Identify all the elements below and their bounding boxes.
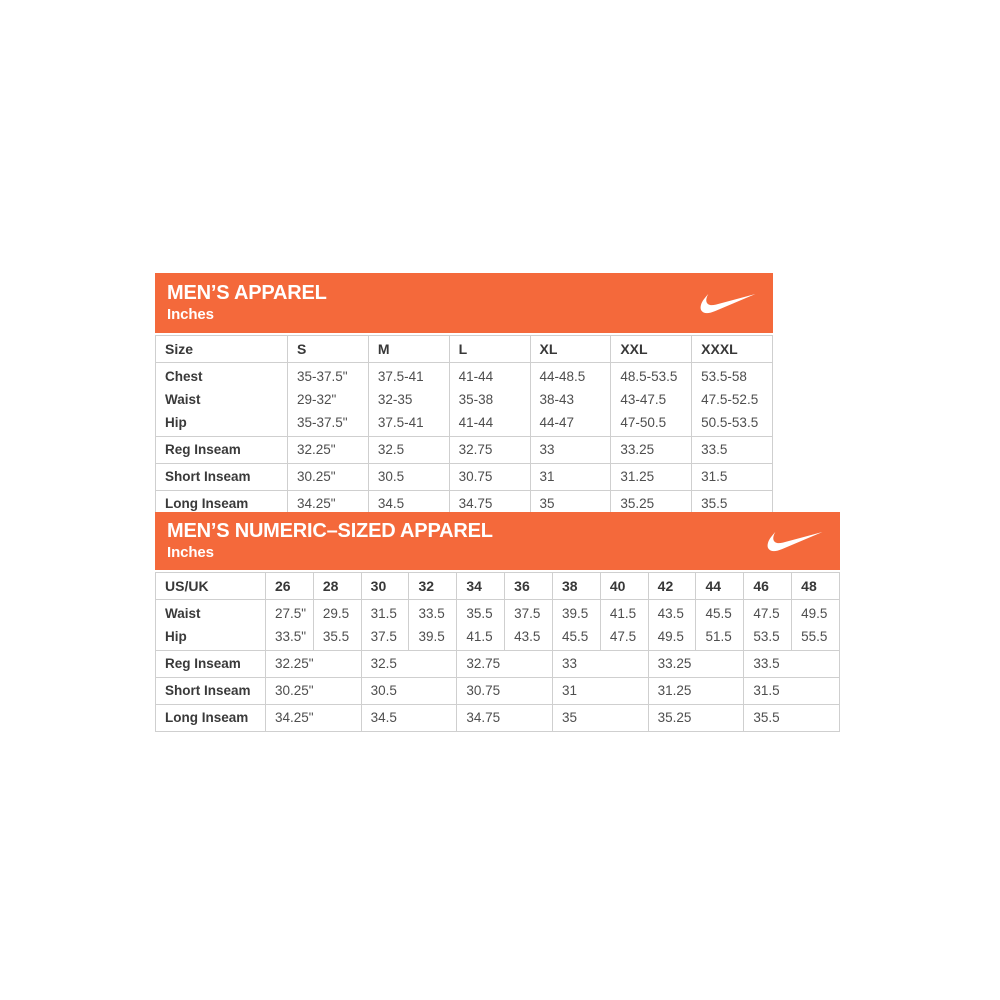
size-value <box>552 600 600 650</box>
cell-text: Long Inseam <box>165 496 249 511</box>
cell-text: 33 <box>561 656 578 671</box>
column-header <box>287 336 368 362</box>
size-value <box>691 437 772 463</box>
cell-text: 30.25" <box>275 683 314 698</box>
size-value <box>449 363 530 436</box>
cell-text: 35-37.5" <box>297 369 348 384</box>
cell-text: 34.75 <box>458 496 493 511</box>
size-value <box>313 600 361 650</box>
table-header-row <box>156 336 772 362</box>
cell-text: 31.25 <box>620 469 655 484</box>
size-value <box>791 600 839 650</box>
cell-text: Short Inseam <box>165 683 251 698</box>
cell-text: 31 <box>539 469 555 484</box>
cell-text: 34.5 <box>370 710 397 725</box>
size-value <box>743 678 839 704</box>
cell-text: 32.5 <box>370 656 397 671</box>
cell-text: 48.5-53.5 <box>620 369 678 384</box>
table-row-group <box>156 677 839 704</box>
cell-text: 34.5 <box>377 496 405 511</box>
cell-text: 35.25 <box>657 710 692 725</box>
size-value <box>368 437 449 463</box>
column-header <box>600 573 648 599</box>
size-table <box>155 572 840 732</box>
row-label <box>156 705 265 731</box>
column-header <box>456 573 504 599</box>
cell-text: 50.5-53.5 <box>701 415 759 430</box>
size-value <box>456 705 552 731</box>
cell-text: 32-35 <box>377 392 413 407</box>
cell-text: 35 <box>539 496 555 511</box>
column-header <box>791 573 839 599</box>
mens-apparel-size-chart <box>155 273 773 518</box>
cell-text: 44 <box>705 578 722 594</box>
cell-text: 44-48.5 <box>539 369 586 384</box>
cell-text: 34 <box>466 578 482 594</box>
cell-text: 30.5 <box>377 469 405 484</box>
column-header <box>368 336 449 362</box>
cell-text: 31 <box>561 683 578 698</box>
cell-text: 45.5 <box>705 606 732 621</box>
size-value <box>504 600 552 650</box>
row-label <box>156 651 265 677</box>
cell-text: 33.5 <box>753 656 780 671</box>
cell-text: 41.5 <box>466 629 493 644</box>
cell-text: 51.5 <box>705 629 732 644</box>
column-header <box>408 573 456 599</box>
cell-text: 30.25" <box>297 469 336 484</box>
cell-text: 29.5 <box>322 606 350 621</box>
cell-text: 30 <box>370 578 387 594</box>
cell-text: Waist <box>165 392 201 407</box>
cell-text: Hip <box>165 629 187 644</box>
cell-text: 39.5 <box>561 606 589 621</box>
size-value <box>456 678 552 704</box>
cell-text: 48 <box>801 578 817 594</box>
size-value <box>648 651 744 677</box>
table-row-group <box>156 362 772 436</box>
column-header <box>610 336 691 362</box>
cell-text: 34.25" <box>275 710 314 725</box>
cell-text: 47.5 <box>609 629 637 644</box>
column-header <box>691 336 772 362</box>
cell-text: 35.5 <box>466 606 493 621</box>
size-value <box>287 437 368 463</box>
size-value <box>361 651 457 677</box>
mens-numeric-sized-apparel-chart <box>155 512 840 732</box>
size-value <box>648 678 744 704</box>
column-header <box>552 573 600 599</box>
size-value <box>743 651 839 677</box>
column-header <box>265 573 313 599</box>
cell-text: 32.5 <box>377 442 405 457</box>
size-value <box>552 651 648 677</box>
cell-text: 53.5 <box>753 629 780 644</box>
column-header <box>504 573 552 599</box>
size-value <box>265 678 361 704</box>
row-label <box>156 437 287 463</box>
cell-text: 31.5 <box>370 606 397 621</box>
cell-text: 33 <box>539 442 555 457</box>
cell-text: Chest <box>165 369 203 384</box>
cell-text: M <box>377 341 390 357</box>
cell-text: 41-44 <box>458 369 494 384</box>
cell-text: XXXL <box>701 341 738 357</box>
cell-text: 30.75 <box>466 683 501 698</box>
size-value <box>530 464 611 490</box>
size-value <box>530 437 611 463</box>
cell-text: 34.25" <box>297 496 336 511</box>
cell-text: Long Inseam <box>165 710 249 725</box>
cell-text: Reg Inseam <box>165 442 241 457</box>
cell-text: 43-47.5 <box>620 392 667 407</box>
table-row-group <box>156 463 772 490</box>
cell-text: 43.5 <box>514 629 541 644</box>
row-label <box>156 678 265 704</box>
cell-text: 31.25 <box>657 683 692 698</box>
cell-text: 37.5 <box>370 629 397 644</box>
chart-header-band <box>155 512 840 570</box>
chart-subtitle: Inches <box>167 306 214 323</box>
size-value <box>530 363 611 436</box>
cell-text: 38 <box>561 578 578 594</box>
cell-text: 49.5 <box>657 629 684 644</box>
table-row-group <box>156 599 839 650</box>
size-value <box>265 651 361 677</box>
size-value <box>648 600 696 650</box>
chart-header-band <box>155 273 773 333</box>
chart-subtitle: Inches <box>167 544 214 561</box>
size-value <box>456 651 552 677</box>
cell-text: 30.5 <box>370 683 397 698</box>
size-value <box>743 600 791 650</box>
cell-text: 47.5-52.5 <box>701 392 759 407</box>
cell-text: 47.5 <box>753 606 780 621</box>
size-value <box>368 363 449 436</box>
cell-text: Short Inseam <box>165 469 251 484</box>
cell-text: 33.5 <box>418 606 445 621</box>
size-value <box>691 363 772 436</box>
cell-text: 35-37.5" <box>297 415 348 430</box>
cell-text: 33.25 <box>657 656 692 671</box>
cell-text: US/UK <box>165 578 209 594</box>
size-value <box>449 464 530 490</box>
size-value <box>691 464 772 490</box>
cell-text: 45.5 <box>561 629 589 644</box>
size-value <box>456 600 504 650</box>
cell-text: 47-50.5 <box>620 415 667 430</box>
cell-text: 35-38 <box>458 392 494 407</box>
column-header <box>695 573 743 599</box>
cell-text: 27.5" <box>275 606 307 621</box>
column-header <box>743 573 791 599</box>
cell-text: 32.25" <box>297 442 336 457</box>
chart-header-text <box>167 521 493 561</box>
cell-text: 41.5 <box>609 606 637 621</box>
cell-text: Size <box>165 341 194 357</box>
cell-text: 32 <box>418 578 435 594</box>
cell-text: 37.5-41 <box>377 415 424 430</box>
chart-title: MEN’S APPAREL <box>167 282 327 304</box>
cell-text: S <box>297 341 307 357</box>
cell-text: 31.5 <box>753 683 780 698</box>
cell-text: 39.5 <box>418 629 445 644</box>
size-value <box>265 705 361 731</box>
cell-text: 40 <box>609 578 626 594</box>
size-value <box>449 437 530 463</box>
cell-text: 37.5 <box>514 606 541 621</box>
cell-text: Waist <box>165 606 201 621</box>
cell-text: L <box>458 341 468 357</box>
chart-header-text <box>167 283 327 323</box>
size-value <box>600 600 648 650</box>
cell-text: 34.75 <box>466 710 501 725</box>
cell-text: 53.5-58 <box>701 369 747 384</box>
cell-text: 33.5" <box>275 629 307 644</box>
size-table <box>155 335 773 518</box>
cell-text: 36 <box>514 578 530 594</box>
cell-text: 42 <box>657 578 674 594</box>
column-header <box>648 573 696 599</box>
cell-text: XL <box>539 341 558 357</box>
cell-text: 33.25 <box>620 442 655 457</box>
size-value <box>610 363 691 436</box>
nike-swoosh-icon <box>766 529 824 553</box>
row-label <box>156 464 287 490</box>
cell-text: 32.75 <box>458 442 493 457</box>
table-row-group <box>156 436 772 463</box>
table-header-row <box>156 573 839 599</box>
cell-text: 33.5 <box>701 442 728 457</box>
size-value <box>610 464 691 490</box>
cell-text: 35.5 <box>753 710 780 725</box>
nike-swoosh-icon <box>699 291 757 315</box>
chart-title: MEN’S NUMERIC–SIZED APPAREL <box>167 520 493 542</box>
cell-text: 49.5 <box>801 606 828 621</box>
cell-text: 31.5 <box>701 469 728 484</box>
size-value <box>265 600 313 650</box>
cell-text: 30.75 <box>458 469 493 484</box>
cell-text: XXL <box>620 341 648 357</box>
column-header <box>449 336 530 362</box>
cell-text: 32.25" <box>275 656 314 671</box>
size-value <box>552 678 648 704</box>
cell-text: 35.25 <box>620 496 655 511</box>
cell-text: 35.5 <box>322 629 350 644</box>
row-label <box>156 363 287 436</box>
header-row-label <box>156 573 265 599</box>
cell-text: Hip <box>165 415 187 430</box>
size-value <box>408 600 456 650</box>
column-header <box>530 336 611 362</box>
size-value <box>361 678 457 704</box>
cell-text: 28 <box>322 578 339 594</box>
size-value <box>287 464 368 490</box>
cell-text: 43.5 <box>657 606 684 621</box>
size-value <box>648 705 744 731</box>
size-value <box>610 437 691 463</box>
cell-text: 37.5-41 <box>377 369 424 384</box>
cell-text: 32.75 <box>466 656 501 671</box>
size-value <box>695 600 743 650</box>
cell-text: 35.5 <box>701 496 728 511</box>
size-value <box>552 705 648 731</box>
column-header <box>361 573 409 599</box>
table-row-group <box>156 704 839 731</box>
size-value <box>361 705 457 731</box>
size-value <box>743 705 839 731</box>
size-value <box>287 363 368 436</box>
cell-text: 46 <box>753 578 769 594</box>
column-header <box>313 573 361 599</box>
size-value <box>368 464 449 490</box>
cell-text: 26 <box>275 578 291 594</box>
cell-text: Reg Inseam <box>165 656 241 671</box>
header-row-label <box>156 336 287 362</box>
cell-text: 55.5 <box>801 629 828 644</box>
size-value <box>361 600 409 650</box>
cell-text: 38-43 <box>539 392 575 407</box>
cell-text: 41-44 <box>458 415 494 430</box>
table-row-group <box>156 650 839 677</box>
cell-text: 29-32" <box>297 392 337 407</box>
row-label <box>156 600 265 650</box>
cell-text: 44-47 <box>539 415 575 430</box>
cell-text: 35 <box>561 710 578 725</box>
